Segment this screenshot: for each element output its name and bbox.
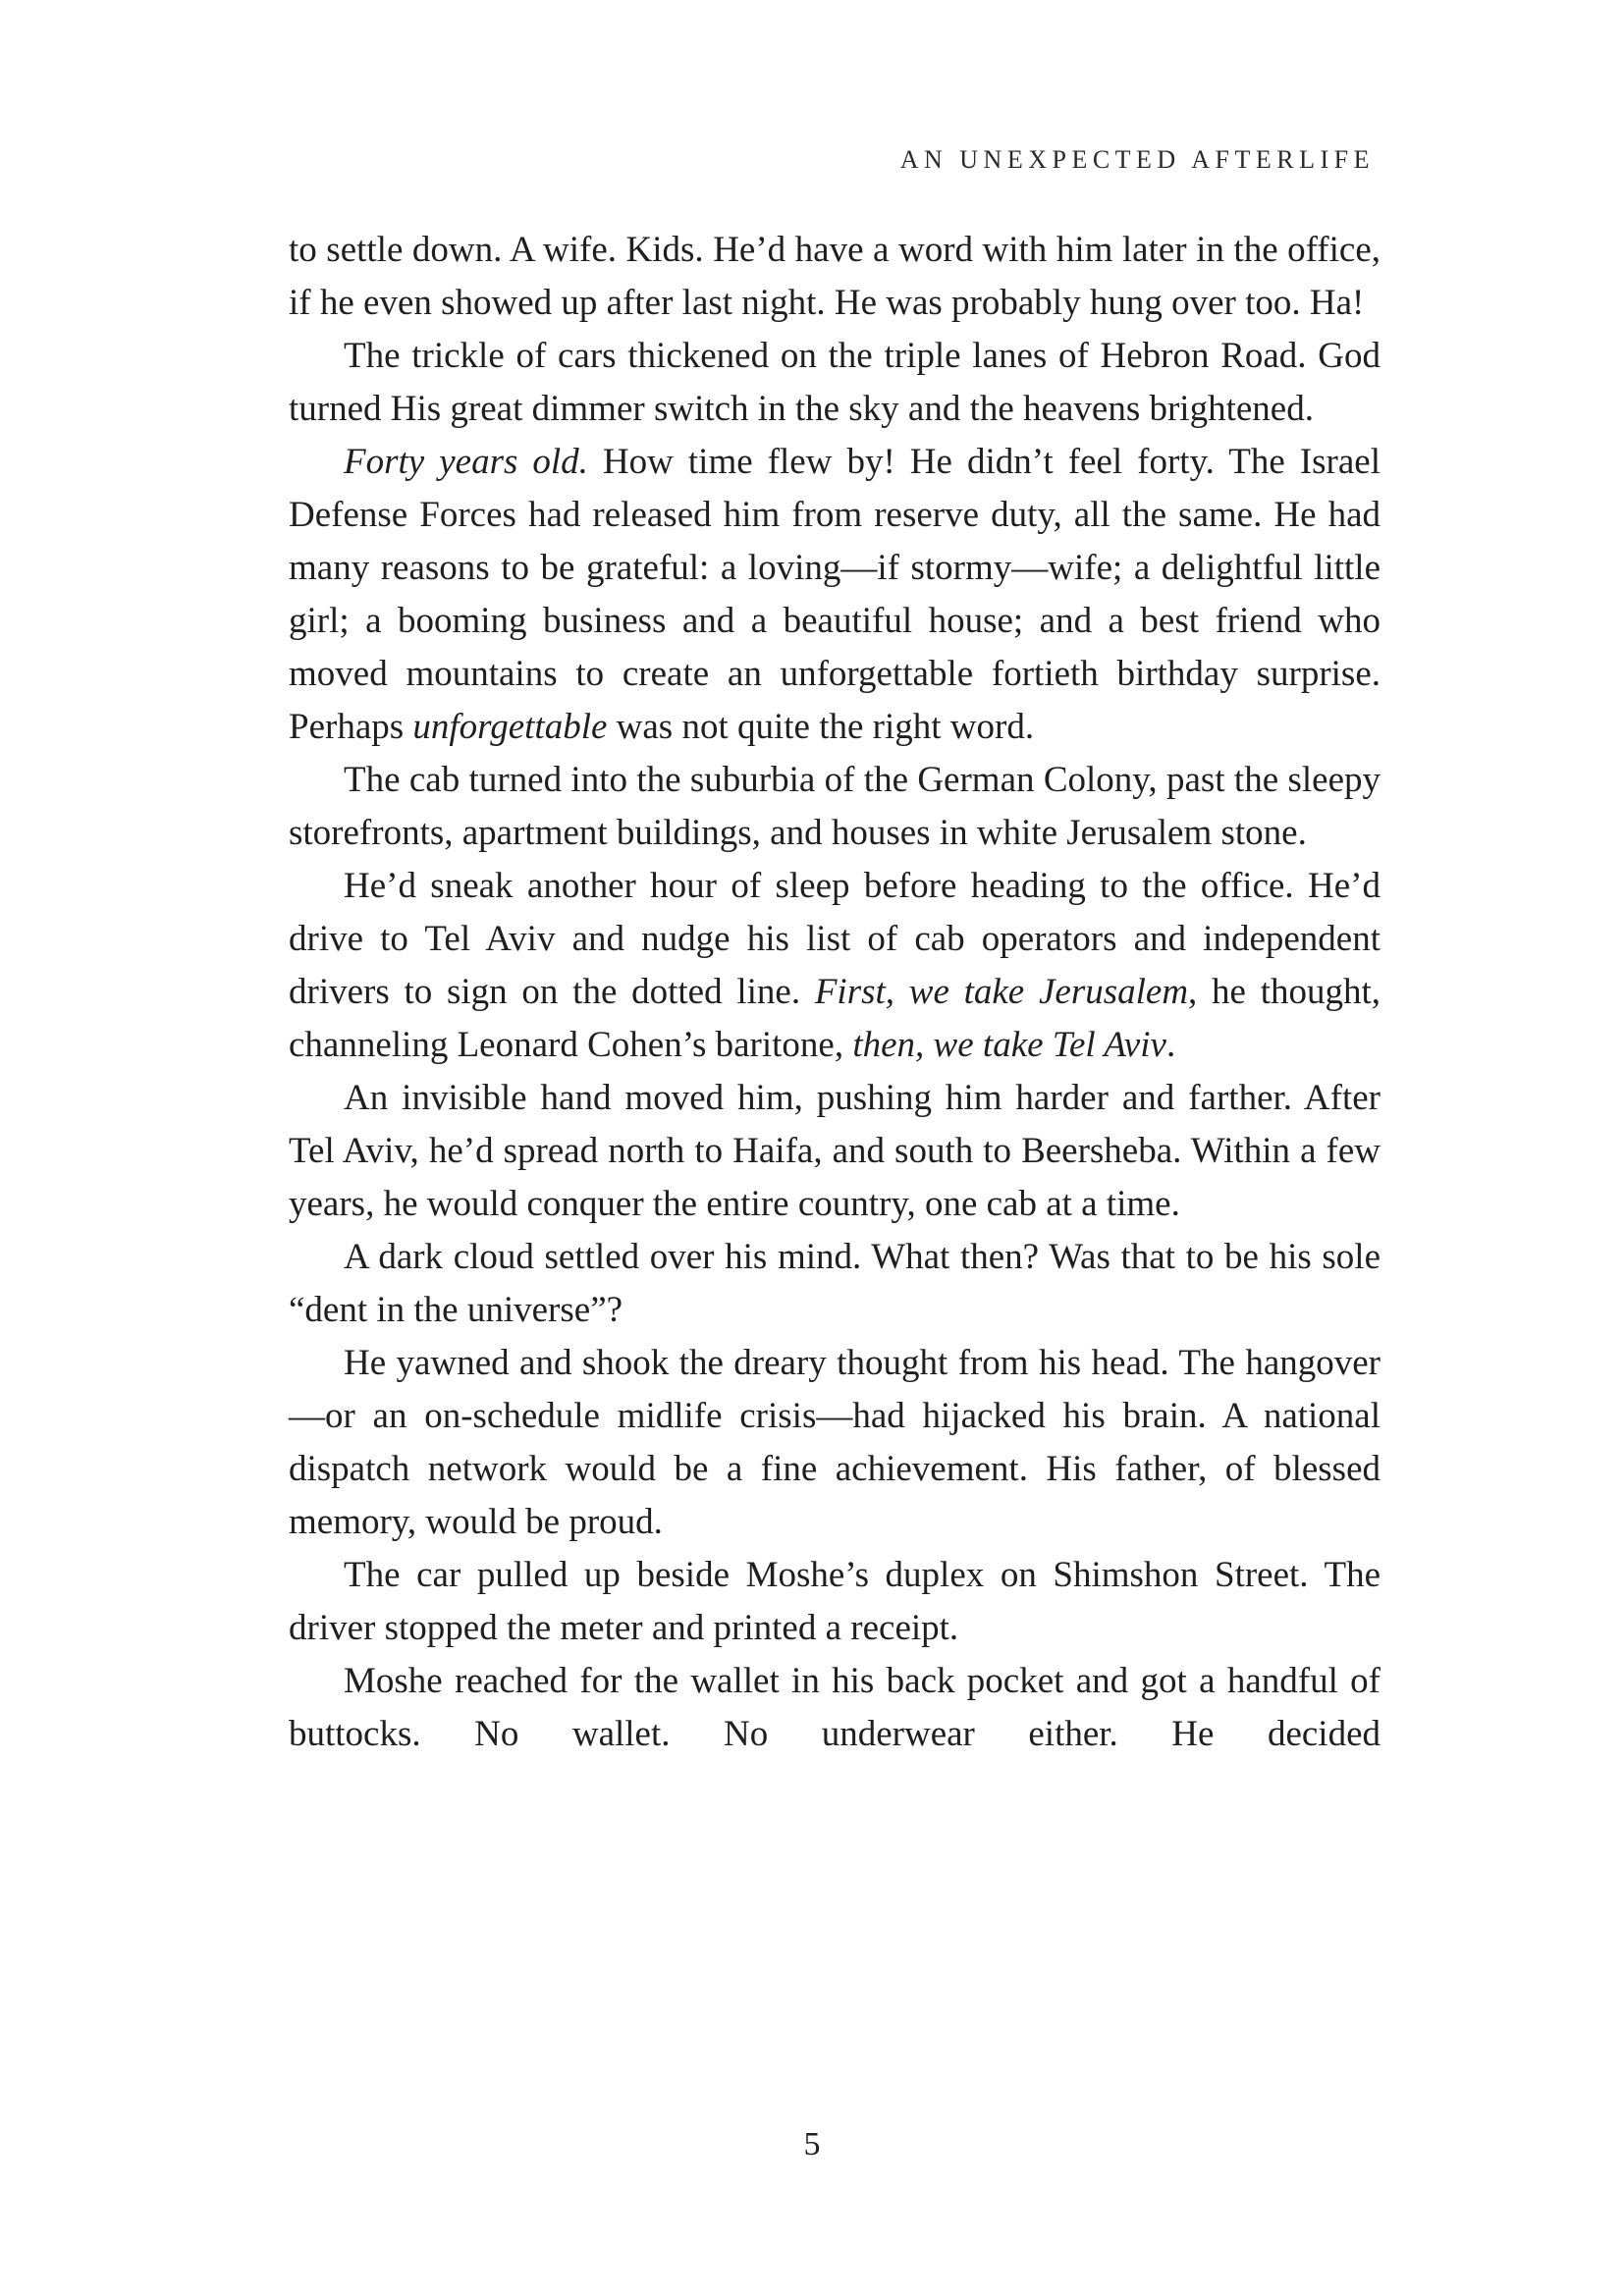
paragraph: He yawned and shook the dreary thought from his head. The hangover—or an on-schedule midlife crisis—had hijacked his brain. A national dispatch network would be a fine achievement. His father, of blessed memory, would be proud. [289,1343,1380,1542]
paragraph: The car pulled up beside Moshe’s duplex on Shimshon Street. The driver stopped the meter and printed a receipt. [289,1555,1380,1648]
paragraph: He’d sneak another hour of sleep before heading to the office. He’d drive to Tel Aviv and nudge his list of cab operators and independent drivers to sign on the dotted line. First, we take Jerusalem, he thought, channeling Leonard Cohen’s baritone, then, we take Tel Aviv. [289,866,1381,1065]
paragraph: Forty years old. How time flew by! He didn’t feel forty. The Israel Defense Forces had released him from reserve duty, all the same. He had many reasons to be grateful: a loving—if stormy—wife; a delightful little girl; a booming business and a beautiful house; and a best friend who moved mountains to create an unforgettable fortieth birthday surprise. Perhaps unforgettable was not quite the right word. [289,442,1381,747]
paragraph: A dark cloud settled over his mind. What then? Was that to be his sole “dent in the universe”? [289,1237,1380,1330]
page-number: 5 [803,2126,821,2163]
paragraph: Moshe reached for the wallet in his back pocket and got a handful of buttocks. No wallet. No underwear either. He decided [289,1661,1380,1754]
running-head: AN UNEXPECTED AFTERLIFE [899,145,1375,174]
paragraph: The trickle of cars thickened on the triple lanes of Hebron Road. God turned His great dimmer switch in the sky and the heavens brightened. [289,336,1380,429]
body-text [289,224,1380,1761]
paragraph: An invisible hand moved him, pushing him harder and farther. After Tel Aviv, he’d spread north to Haifa, and south to Beersheba. Within a few years, he would conquer the entire country, one cab at a time. [289,1078,1380,1224]
paragraph: The cab turned into the suburbia of the German Colony, past the sleepy storefronts, apartment buildings, and houses in white Jerusalem stone. [289,760,1380,853]
paragraph: to settle down. A wife. Kids. He’d have a word with him later in the office, if he even showed up after last night. He was probably hung over too. Ha! [289,230,1380,323]
